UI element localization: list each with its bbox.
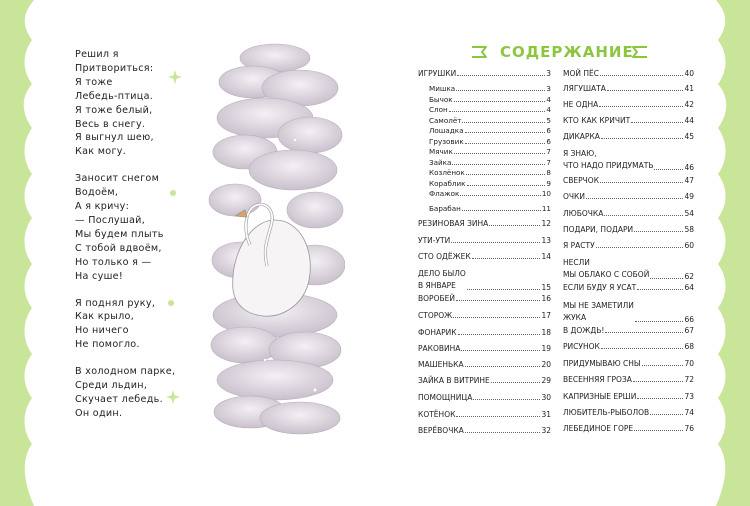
poem-line: На суше! (75, 270, 124, 282)
toc-page-number: 49 (684, 192, 694, 201)
toc-leader-dots (467, 289, 541, 290)
dot-icon (170, 190, 176, 196)
toc-page-number: 47 (684, 176, 694, 185)
toc-page-number: 73 (684, 392, 694, 401)
toc-entry-title: ВЕСЕННЯЯ ГРОЗА (563, 375, 632, 384)
toc-entry (563, 132, 694, 141)
toc-entry-title (563, 148, 653, 172)
toc-entry-title: ПОДАРИ, ПОДАРИ (563, 225, 634, 234)
poem-line: Среди льдин, (75, 380, 148, 392)
toc-entry-title: Мишка (429, 84, 456, 93)
toc-subentry (429, 147, 551, 156)
toc-entry-title: Самолёт (429, 115, 462, 125)
toc-page-number: 18 (541, 328, 551, 337)
toc-page-number: 7 (546, 157, 551, 167)
toc-entry-title-line: МЫ ОБЛАКО С СОБОЙ (563, 270, 650, 279)
toc-entry (563, 283, 694, 292)
toc-entry-title: РИСУНОК (563, 342, 600, 351)
toc-entry-title-line: Я ЗНАЮ, (563, 149, 597, 158)
toc-page-number: 9 (546, 178, 551, 188)
toc-page-number: 3 (546, 69, 551, 78)
toc-entry (418, 426, 551, 435)
toc-leader-dots (637, 289, 683, 290)
toc-leader-dots (634, 430, 683, 431)
toc-entry-title: Зайка (429, 157, 452, 167)
toc-page-number: 62 (684, 272, 694, 281)
toc-leader-dots (462, 210, 541, 211)
toc-entry-title: КАПРИЗНЫЕ ЕРШИ (563, 392, 637, 401)
toc-page-number: 58 (684, 225, 694, 234)
toc-entry (563, 300, 694, 324)
title-decoration-icon (625, 45, 647, 59)
toc-leader-dots (635, 321, 684, 322)
toc-entry-title: НЕ ОДНА (563, 100, 599, 109)
toc-entry-title: МОЙ ПЁС (563, 69, 599, 78)
toc-entry (563, 116, 694, 125)
toc-entry-title: ЛЮБОЧКА (563, 209, 604, 218)
toc-leader-dots (456, 300, 540, 301)
toc-entry (563, 209, 694, 218)
toc-leader-dots (489, 225, 540, 226)
toc-entry-title: СТОРОЖ (418, 311, 453, 320)
poem-line: Я поднял руку, (75, 297, 156, 309)
poem-line: Не помогло. (75, 339, 140, 351)
toc-leader-dots (449, 111, 546, 112)
poem-line: Скучает лебедь. (75, 393, 163, 405)
toc-subentry (429, 126, 551, 135)
toc-leader-dots (458, 334, 541, 335)
toc-entry (563, 241, 694, 250)
toc-leader-dots (600, 75, 683, 76)
toc-entry-title: РАКОВИНА (418, 344, 461, 353)
toc-subentry (429, 105, 551, 114)
toc-page-number: 15 (541, 283, 551, 292)
toc-entry-title: ЛЕБЕДИНОЕ ГОРЕ (563, 424, 634, 433)
toc-entry-title: ЕСЛИ БУДУ Я УСАТ (563, 283, 637, 292)
toc-entry (418, 219, 551, 228)
poem-stanza (75, 172, 210, 283)
toc-leader-dots (637, 398, 683, 399)
toc-entry (563, 392, 694, 401)
toc-entry-title: Козлёнок (429, 168, 465, 177)
toc-subentry (429, 137, 551, 146)
toc-entry (563, 359, 694, 368)
toc-entry-title: ИГРУШКИ (418, 69, 457, 78)
star-icon (166, 390, 180, 404)
toc-entry-title: СВЕРЧОК (563, 176, 600, 185)
poem-line: Он один. (75, 407, 123, 419)
toc-entry-title: ОЧКИ (563, 192, 585, 201)
toc-leader-dots (472, 258, 541, 259)
toc-leader-dots (465, 143, 546, 144)
poem-stanza (75, 48, 210, 159)
toc-page-number: 30 (541, 393, 551, 402)
toc-entry-title: МАШЕНЬКА (418, 360, 464, 369)
toc-page-number: 42 (684, 100, 694, 109)
toc-page-number: 7 (546, 147, 551, 156)
poem-line: Заносит снегом (75, 173, 160, 185)
poem-line: Решил я (75, 49, 119, 60)
toc-entry (418, 252, 551, 261)
toc-page-number: 31 (541, 410, 551, 419)
toc-leader-dots (465, 366, 541, 367)
toc-page-number: 12 (541, 219, 551, 228)
toc-leader-dots (460, 195, 540, 196)
poem-line: Но ничего (75, 325, 129, 337)
toc-page-number: 44 (684, 116, 694, 125)
toc-page-number: 29 (541, 376, 551, 385)
toc-entry-title: ПОМОЩНИЦА (418, 393, 473, 402)
swan-in-clouds-illustration (205, 40, 345, 440)
toc-subentry (429, 95, 551, 104)
toc-entry-title: ФОНАРИК (418, 328, 457, 337)
toc-entry (563, 100, 694, 109)
toc-entry-title-line: НЕСЛИ (563, 258, 590, 267)
toc-page-number: 14 (541, 252, 551, 261)
toc-page-number: 11 (541, 204, 551, 213)
toc-leader-dots (634, 231, 683, 232)
toc-entry-title: ВОРОБЕЙ (418, 294, 455, 303)
toc-page-number: 54 (684, 209, 694, 218)
toc-page-number: 4 (546, 105, 551, 114)
toc-entry-title: КТО КАК КРИЧИТ (563, 116, 631, 125)
toc-entry-title: ПРИДУМЫВАЮ СНЫ (563, 359, 641, 368)
toc-subentry (429, 168, 551, 177)
toc-entry (563, 257, 694, 281)
toc-page-number: 74 (684, 408, 694, 417)
poem-stanza (75, 297, 210, 353)
toc-entry (563, 408, 694, 417)
toc-entry (418, 410, 551, 419)
toc-entry (418, 328, 551, 337)
toc-entry-title: ЗАЙКА В ВИТРИНЕ (418, 376, 490, 385)
toc-entry (418, 344, 551, 353)
star-icon (168, 70, 182, 84)
toc-leader-dots (466, 174, 546, 175)
toc-leader-dots (650, 278, 683, 279)
toc-leader-dots (456, 416, 540, 417)
toc-entry-title: Мячик (429, 147, 453, 156)
toc-entry (563, 148, 694, 172)
poem-line: Я тоже белый, (75, 104, 153, 116)
toc-leader-dots (586, 198, 683, 199)
toc-entry-title: В ДОЖДЬ! (563, 326, 605, 335)
toc-entry (563, 84, 694, 93)
toc-leader-dots (600, 182, 683, 183)
toc-subentry (429, 204, 551, 213)
poem-line: С тобой вдвоём, (75, 242, 162, 254)
toc-entry-title: ЛЯГУШАТА (563, 84, 606, 93)
toc-leader-dots (456, 90, 545, 91)
toc-page-number: 10 (541, 189, 551, 198)
poem-line: Водоём, (75, 187, 119, 199)
toc-page-number: 3 (546, 84, 551, 93)
toc-leader-dots (631, 122, 683, 123)
toc-entry-title-line: В ЯНВАРЕ (418, 281, 456, 290)
toc-entry (563, 424, 694, 433)
toc-leader-dots (596, 247, 684, 248)
toc-entry-title: Грузовик (429, 136, 464, 146)
toc-page-number: 72 (684, 375, 694, 384)
toc-entry-title (563, 257, 649, 281)
toc-leader-dots (461, 350, 540, 351)
toc-entry (563, 342, 694, 351)
toc-leader-dots (607, 90, 684, 91)
toc-entry-title: СТО ОДЁЖЕК (418, 252, 471, 261)
toc-entry (418, 69, 551, 78)
toc-entry-title: ЛЮБИТЕЛЬ-РЫБОЛОВ (563, 408, 650, 417)
toc-subentry (429, 189, 551, 198)
toc-page-number: 5 (546, 115, 551, 125)
toc-leader-dots (452, 164, 545, 165)
right-green-frame (710, 0, 750, 506)
toc-entry (418, 311, 551, 320)
toc-leader-dots (604, 215, 683, 216)
toc-leader-dots (605, 332, 683, 333)
toc-leader-dots (491, 382, 541, 383)
toc-page-number: 13 (541, 236, 551, 245)
poem-line: Как крыло, (75, 311, 135, 323)
toc-page-number: 6 (546, 136, 551, 146)
toc-leader-dots (451, 242, 540, 243)
toc-entry-title: Флажок (429, 189, 460, 198)
toc-entry-title-line: ДЕЛО БЫЛО (418, 269, 466, 278)
toc-entry-title: УТИ-УТИ (418, 236, 451, 245)
toc-subentry (429, 158, 551, 167)
toc-leader-dots (654, 169, 683, 170)
toc-entry-title: Я РАСТУ (563, 241, 595, 250)
toc-subentry (429, 116, 551, 125)
toc-page-number: 16 (541, 294, 551, 303)
toc-page-number: 46 (684, 163, 694, 172)
toc-entry-title-line: МЫ НЕ ЗАМЕТИЛИ (563, 301, 634, 310)
toc-page-number: 67 (684, 326, 694, 335)
toc-entry (563, 375, 694, 384)
toc-page-number: 20 (541, 360, 551, 369)
toc-entry (563, 225, 694, 234)
toc-page-number: 68 (684, 342, 694, 351)
toc-page-number: 4 (546, 94, 551, 104)
toc-entry-title-line: ЧТО НАДО ПРИДУМАТЬ (563, 161, 654, 170)
toc-entry (418, 376, 551, 385)
toc-page-number: 41 (684, 84, 694, 93)
toc-entry-title: РЕЗИНОВАЯ ЗИНА (418, 219, 489, 228)
toc-leader-dots (454, 153, 546, 154)
toc-entry-title: Кораблик (429, 178, 466, 188)
toc-entry (418, 236, 551, 245)
poem-line: Я выгнул шею, (75, 132, 154, 144)
toc-leader-dots (462, 122, 545, 123)
toc-page-number: 19 (541, 344, 551, 353)
toc-leader-dots (599, 106, 683, 107)
toc-entry (418, 294, 551, 303)
poem-line: Лебедь-птица. (75, 90, 154, 102)
poem-line: Весь в снегу. (75, 118, 146, 130)
poem-line: Я тоже (75, 76, 113, 88)
poem-line: — Послушай, (75, 214, 146, 226)
toc-page-number: 6 (546, 126, 551, 135)
toc-entry-title: Лошадка (429, 126, 464, 135)
toc-subentry (429, 84, 551, 93)
title-decoration-icon (472, 45, 494, 59)
toc-page-number: 60 (684, 241, 694, 250)
poem-stanza (75, 365, 210, 421)
toc-page-number: 64 (684, 283, 694, 292)
toc-entry (563, 176, 694, 185)
toc-title: СОДЕРЖАНИЕ (500, 43, 634, 61)
toc-leader-dots (601, 138, 684, 139)
poem (75, 48, 210, 434)
toc-entry (418, 393, 551, 402)
toc-leader-dots (465, 432, 541, 433)
left-green-frame (0, 0, 40, 506)
toc-entry-title: КОТЁНОК (418, 410, 456, 419)
poem-line: Но только я — (75, 256, 152, 268)
toc-leader-dots (633, 381, 684, 382)
toc-entry (563, 69, 694, 78)
toc-entry (418, 268, 551, 292)
toc-leader-dots (467, 185, 546, 186)
toc-entry-title (563, 300, 634, 324)
toc-leader-dots (650, 414, 683, 415)
toc-page-number: 70 (684, 359, 694, 368)
poem-line: Мы будем плыть (75, 228, 164, 240)
toc-page-number: 8 (546, 168, 551, 177)
toc-leader-dots (465, 132, 546, 133)
toc-leader-dots (453, 317, 540, 318)
toc-leader-dots (473, 399, 540, 400)
poem-line: А я кричу: (75, 201, 130, 213)
toc-leader-dots (601, 348, 684, 349)
toc-page-number: 32 (541, 426, 551, 435)
toc-entry (563, 326, 694, 335)
toc-leader-dots (642, 365, 684, 366)
poem-line: Как могу. (75, 146, 127, 158)
toc-subentry (429, 179, 551, 188)
dot-icon (168, 300, 174, 306)
poem-line: Притвориться: (75, 62, 154, 74)
toc-entry-title-line: ЖУКА (563, 313, 587, 322)
toc-page-number: 45 (684, 132, 694, 141)
toc-entry-title: Слон (429, 105, 448, 114)
toc-entry-title (418, 268, 466, 292)
toc-leader-dots (457, 75, 545, 76)
toc-entry-title: ВЕРЁВОЧКА (418, 426, 464, 435)
toc-page-number: 76 (684, 424, 694, 433)
toc-page-number: 40 (684, 69, 694, 78)
toc-leader-dots (454, 101, 546, 102)
toc-entry (418, 360, 551, 369)
toc-entry-title: Бычок (429, 94, 453, 104)
toc-page-number: 17 (541, 311, 551, 320)
poem-line: В холодном парке, (75, 366, 176, 378)
toc-heading (472, 38, 647, 68)
toc-entry-title: ДИКАРКА (563, 132, 600, 141)
toc-entry (563, 192, 694, 201)
toc-page-number: 66 (684, 315, 694, 324)
toc-entry-title: Барабан (429, 204, 461, 213)
